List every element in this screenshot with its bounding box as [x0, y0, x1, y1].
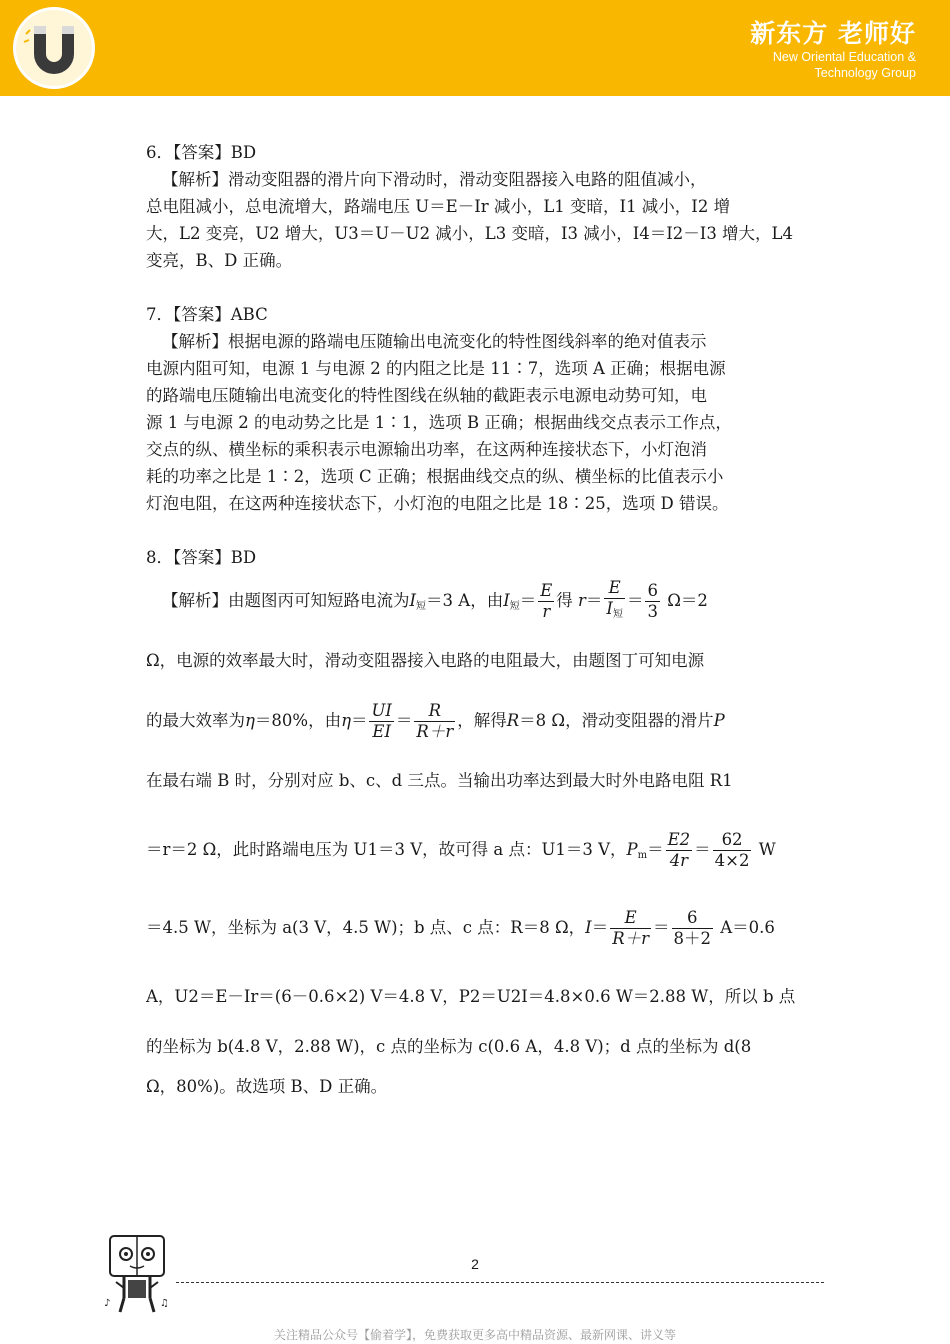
footer-divider — [176, 1282, 824, 1283]
q7-title: 7．【答案】ABC — [146, 305, 268, 324]
brand-name-en — [773, 49, 916, 81]
svg-text:♪: ♪ — [104, 1298, 111, 1309]
brand-name-cn: 新东方 老师好 — [750, 19, 916, 48]
q8-para5: ＝r＝2 Ω，此时路端电压为 U1＝3 V，故可得 a 点：U1＝3 V，$P_m=$ $\frac{E2}{4r}$ ＝ $\frac{62}{4\times 2}$ W — [146, 830, 776, 870]
q8-title: 8．【答案】BD — [146, 548, 257, 567]
q6-line4: 变亮，B、D 正确。 — [146, 251, 293, 270]
footer-note: 关注精品公众号【偷着学】，免费获取更多高中精品资源、最新网课、讲义等 — [273, 1328, 676, 1342]
q6-line2: 总电阻减小，总电流增大，路端电压 U＝E－Ir 减小，L1 变暗，I1 减小，I2 增 — [146, 197, 731, 216]
q7-line4: 源 1 与电源 2 的电动势之比是 1∶1，选项 B 正确；根据曲线交点表示工作点， — [146, 413, 732, 432]
q8-para7: A，U2＝E－Ir＝(6－0.6×2) V＝4.8 V，P2＝U2I＝4.8×0.6 W＝2.88 W，所以 b 点 — [146, 987, 796, 1006]
svg-text:♫: ♫ — [160, 1298, 169, 1309]
header-banner — [0, 0, 950, 96]
q8-para3: 的最大效率为η＝80%，由η＝ $\frac{UI}{EI}$ ＝ $\frac{R}{R+r}$ ，解得R＝8 Ω，滑动变阻器的滑片P — [146, 701, 725, 741]
mascot-icon — [102, 1232, 172, 1316]
q7-line3: 的路端电压随输出电流变化的特性图线在纵轴的截距表示电源电动势可知，电 — [146, 386, 707, 405]
q7-line5: 交点的纵、横坐标的乘积表示电源输出功率，在这两种连接状态下，小灯泡消 — [146, 440, 707, 459]
q8-para8: 的坐标为 b(4.8 V，2.88 W)，c 点的坐标为 c(0.6 A，4.8 V)；d 点的坐标为 d(8 — [146, 1037, 752, 1056]
page-number: 2 — [471, 1256, 479, 1272]
magnet-icon — [8, 2, 100, 94]
answer-content — [146, 139, 806, 1107]
q6-title: 6．【答案】BD — [146, 143, 257, 162]
brand-en-line1: New Oriental Education & — [772, 50, 916, 64]
q7-line2: 电源内阻可知，电源 1 与电源 2 的内阻之比是 11∶7，选项 A 正确；根据电源 — [146, 359, 726, 378]
q8-para2: Ω，电源的效率最大时，滑动变阻器接入电路的电阻最大，由题图丁可知电源 — [146, 651, 705, 670]
q8-para4: 在最右端 B 时，分别对应 b、c、d 三点。当输出功率达到最大时外电路电阻 R1 — [146, 771, 733, 790]
q6-line3: 大，L2 变亮，U2 增大，U3＝U－U2 减小，L3 变暗，I3 减小，I4＝I2－I3 增大，L4 — [146, 224, 794, 243]
q8-para1: 【解析】由题图丙可知短路电流为$I_短=3$ A，由$I_短=$ $\frac{E}{r}$ 得 r＝ $\frac{E}{I_短}$ ＝ $\frac{6}{3}$ Ω＝2 — [162, 578, 708, 621]
brand-en-line2: Technology Group — [814, 66, 916, 80]
q7-line7: 灯泡电阻，在这两种连接状态下，小灯泡的电阻之比是 18∶25，选项 D 错误。 — [146, 494, 729, 513]
q8-para6: ＝4.5 W，坐标为 a(3 V，4.5 W)；b 点、c 点：R＝8 Ω，I＝ $\frac{E}{R+r}$ ＝ $\frac{6}{8+2}$ A＝0.6 — [146, 908, 775, 948]
q7-line6: 耗的功率之比是 1∶2，选项 C 正确；根据曲线交点的纵、横坐标的比值表示小 — [146, 467, 724, 486]
q7-line1: 【解析】根据电源的路端电压随输出电流变化的特性图线斜率的绝对值表示 — [162, 332, 707, 351]
q8-para9: Ω，80%)。故选项 B、D 正确。 — [146, 1077, 388, 1096]
q6-line1: 【解析】滑动变阻器的滑片向下滑动时，滑动变阻器接入电路的阻值减小， — [162, 170, 707, 189]
